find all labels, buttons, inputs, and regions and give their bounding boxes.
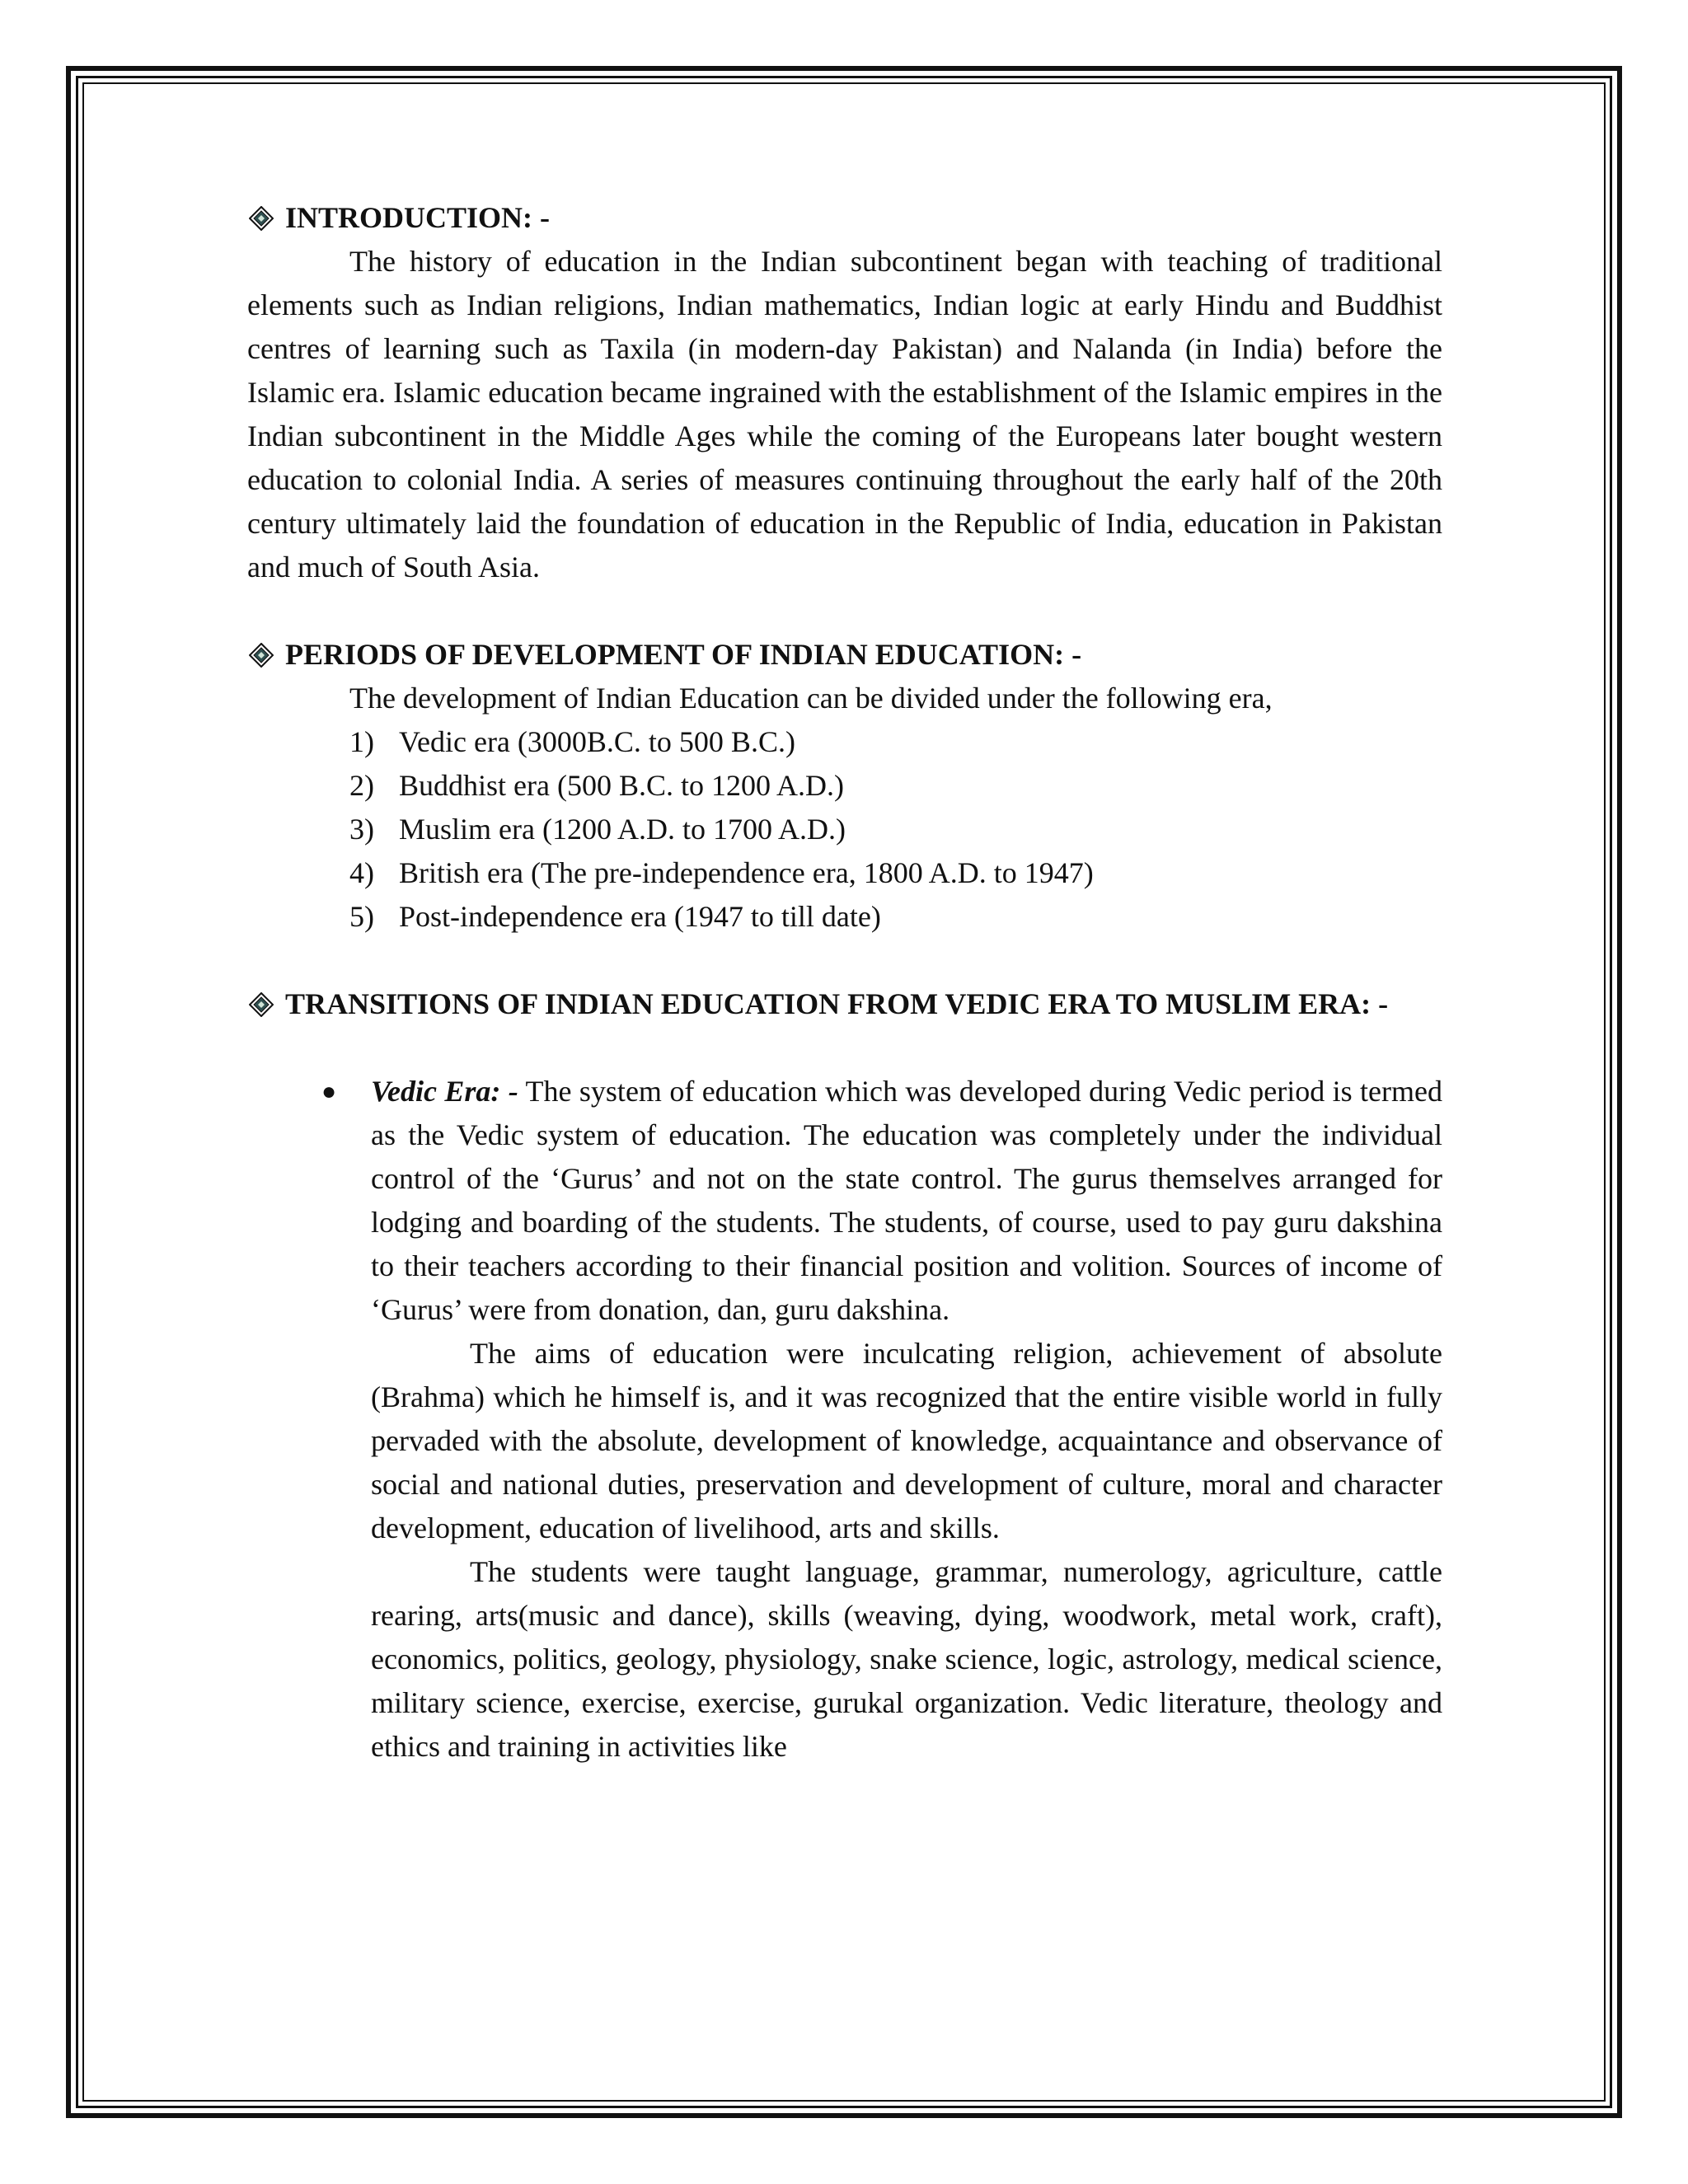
list-item-text: British era (The pre-independence era, 1800 A.D. to 1947) [399, 856, 1094, 889]
periods-list [247, 720, 1442, 939]
list-item-text: Muslim era (1200 A.D. to 1700 A.D.) [399, 813, 846, 846]
round-bullet-icon: ● [321, 1078, 337, 1105]
page-content [247, 196, 1442, 1769]
list-item-number: 2) [349, 769, 374, 802]
vedic-era-text-1: The system of education which was developed during Vedic period is termed as the Vedic system of education. The education was completely under the individual control of the ‘Gurus’ and not on the state control. The gurus themselves arranged for lodging and boarding of the students. The students, of course, used to pay guru dakshina to their teachers according to their financial position and volition. Sources of income of ‘Gurus’ were from donation, dan, guru dakshina. [371, 1075, 1442, 1326]
periods-heading-text: PERIODS OF DEVELOPMENT OF INDIAN EDUCATION: - [285, 638, 1082, 671]
list-item [349, 808, 1442, 851]
transitions-heading [249, 982, 1442, 1026]
list-item-text: Vedic era (3000B.C. to 500 B.C.) [399, 725, 795, 758]
periods-heading [249, 633, 1442, 677]
introduction-heading [249, 196, 1442, 240]
transitions-heading-text: TRANSITIONS OF INDIAN EDUCATION FROM VEDIC ERA TO MUSLIM ERA: - [285, 987, 1389, 1020]
vedic-era-body [371, 1070, 1442, 1769]
introduction-heading-text: INTRODUCTION: - [285, 201, 551, 234]
list-item [349, 720, 1442, 764]
list-item [349, 851, 1442, 895]
vedic-era-title: Vedic Era: - [371, 1075, 518, 1108]
list-item-number: 1) [349, 725, 374, 758]
diamond-bullet-icon [249, 196, 282, 240]
list-item-number: 4) [349, 856, 374, 889]
list-item-number: 3) [349, 813, 374, 846]
list-item-number: 5) [349, 900, 374, 933]
vedic-era-section [321, 1070, 1442, 1769]
diamond-bullet-icon [249, 982, 282, 1026]
list-item [349, 895, 1442, 939]
diamond-bullet-icon [249, 633, 282, 677]
periods-intro: The development of Indian Education can be divided under the following era, [349, 682, 1273, 715]
introduction-paragraph: The history of education in the Indian subcontinent began with teaching of traditional elements such as Indian religions, Indian mathematics, Indian logic at early Hindu and Buddhist centres of learning such as Taxila (in modern-day Pakistan) and Nalanda (in India) before the Islamic era. Islamic education became ingrained with the establishment of the Islamic empires in the Indian subcontinent in the Middle Ages while the coming of the Europeans later bought western education to colonial India. A series of measures continuing throughout the early half of the 20th century ultimately laid the foundation of education in the Republic of India, education in Pakistan and much of South Asia. [247, 245, 1442, 583]
list-item [349, 764, 1442, 808]
list-item-text: Buddhist era (500 B.C. to 1200 A.D.) [399, 769, 844, 802]
list-item-text: Post-independence era (1947 to till date) [399, 900, 881, 933]
vedic-era-paragraph-3: The students were taught language, grammar, numerology, agriculture, cattle rearing, arts(music and dance), skills (weaving, dying, woodwork, metal work, craft), economics, politics, geology, physiology, snake science, logic, astrology, medical science, military science, exercise, exercise, gurukal organization. Vedic literature, theology and ethics and training in activities like [371, 1555, 1442, 1763]
vedic-era-paragraph-1 [371, 1070, 1442, 1332]
vedic-era-paragraph-2: The aims of education were inculcating religion, achievement of absolute (Brahma) which he himself is, and it was recognized that the entire visible world in fully pervaded with the absolute, development of knowledge, acquaintance and observance of social and national duties, preservation and development of culture, moral and character development, education of livelihood, arts and skills. [371, 1337, 1442, 1544]
